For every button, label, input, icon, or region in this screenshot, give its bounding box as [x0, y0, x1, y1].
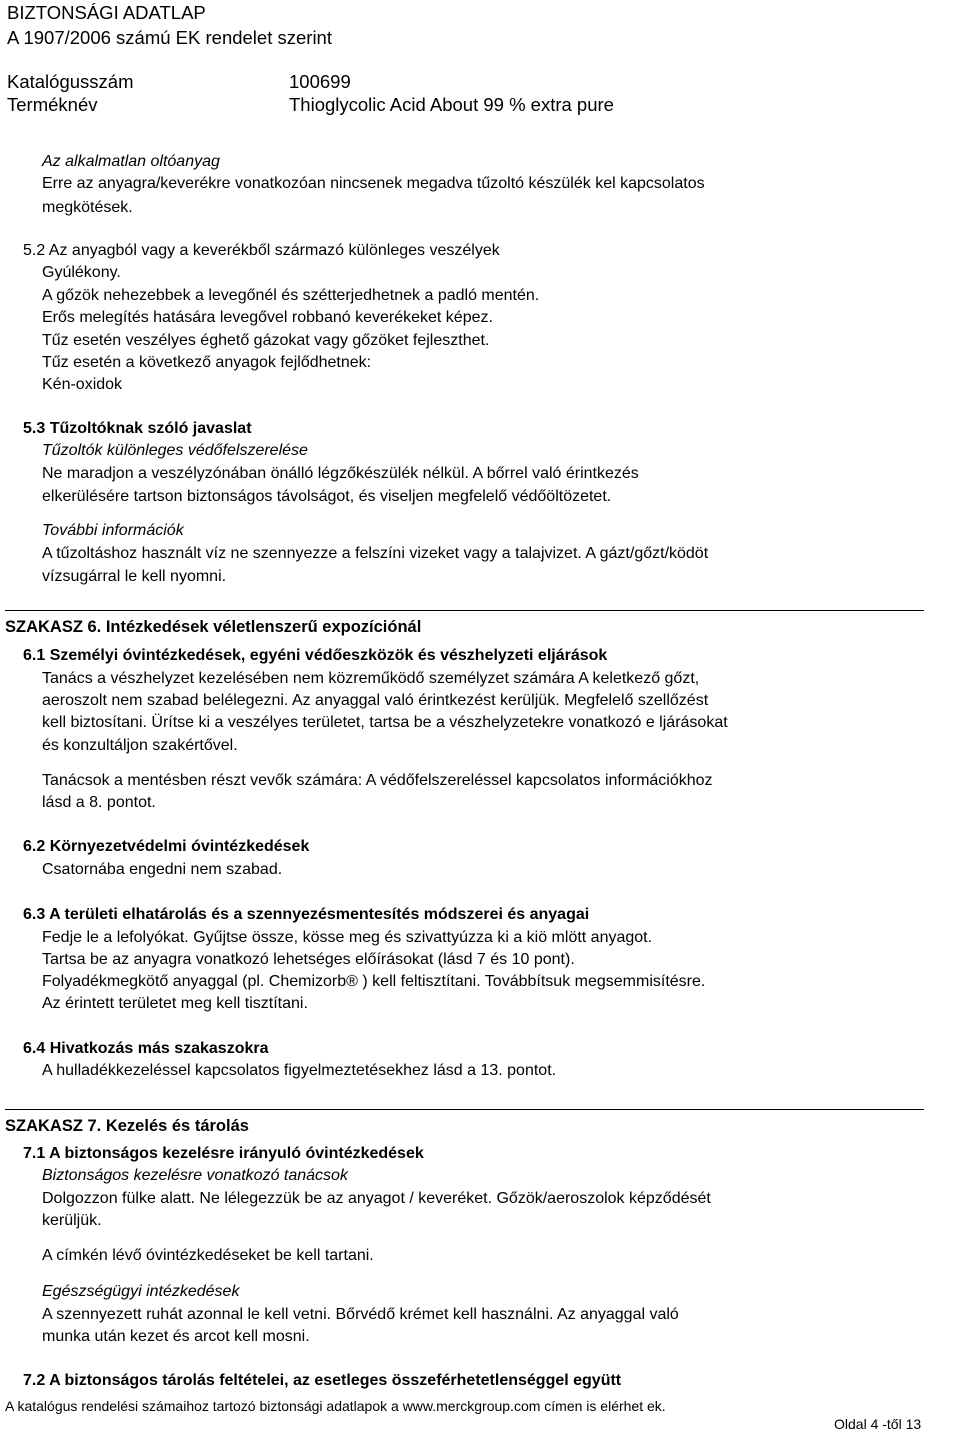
- text-line: A gőzök nehezebbek a levegőnél és szétterjedhetnek a padló mentén.: [42, 287, 540, 304]
- text-line: A címkén lévő óvintézkedéseket be kell tartani.: [42, 1247, 374, 1264]
- text-line: lásd a 8. pontot.: [42, 794, 156, 811]
- subsection-6-2-heading: 6.2 Környezetvédelmi óvintézkedések: [23, 838, 310, 855]
- subsection-6-4-heading: 6.4 Hivatkozás más szakaszokra: [23, 1040, 269, 1057]
- product-name-value: Thioglycolic Acid About 99 % extra pure: [289, 94, 614, 115]
- text-line: és konzultáljon szakértővel.: [42, 737, 238, 754]
- text-line: munka után kezet és arcot kell mosni.: [42, 1328, 310, 1345]
- text-line: A szennyezett ruhát azonnal le kell vetni. Bőrvédő krémet kell használni. Az anyaggal való: [42, 1306, 679, 1323]
- subsection-5-2-heading: 5.2 Az anyagból vagy a keverékből származó különleges veszélyek: [23, 242, 500, 259]
- text-line: Tanácsok a mentésben részt vevők számára: A védőfelszereléssel kapcsolatos információkhoz: [42, 772, 713, 789]
- firefighter-equipment-heading: Tűzoltók különleges védőfelszerelése: [42, 442, 308, 459]
- text-line: Gyúlékony.: [42, 264, 121, 281]
- text-line: kell biztosítani. Ürítse ki a veszélyes területet, tartsa be a vészhelyzetekre vonatkozó e ljárásokat: [42, 714, 728, 731]
- text-line: Kén-oxidok: [42, 376, 123, 393]
- section-7-title: SZAKASZ 7. Kezelés és tárolás: [5, 1117, 249, 1135]
- hygiene-measures-heading: Egészségügyi intézkedések: [42, 1283, 240, 1300]
- text-line: Tűz esetén veszélyes éghető gázokat vagy gőzöket fejleszthet.: [42, 332, 490, 349]
- text-line: A tűzoltáshoz használt víz ne szennyezze a felszíni vizeket vagy a talajvizet. A gázt/gőzt/ködöt: [42, 545, 709, 562]
- document-subtitle: A 1907/2006 számú EK rendelet szerint: [7, 27, 332, 48]
- text-line: megkötések.: [42, 199, 133, 216]
- subsection-5-3-heading: 5.3 Tűzoltóknak szóló javaslat: [23, 420, 252, 437]
- section-divider: [5, 1109, 924, 1110]
- text-line: Tartsa be az anyagra vonatkozó lehetséges előírásokat (lásd 7 és 10 pont).: [42, 951, 575, 968]
- subsection-6-1-heading: 6.1 Személyi óvintézkedések, egyéni védőeszközök és vészhelyzeti eljárások: [23, 647, 608, 664]
- text-line: kerüljük.: [42, 1212, 102, 1229]
- text-line: Ne maradjon a veszélyzónában önálló légzőkészülék nélkül. A bőrrel való érintkezés: [42, 465, 639, 482]
- catalog-number-label: Katalógusszám: [7, 71, 134, 92]
- text-line: Dolgozzon fülke alatt. Ne lélegezzük be az anyagot / keveréket. Gőzök/aeroszolok képződését: [42, 1190, 711, 1207]
- subsection-7-1-heading: 7.1 A biztonságos kezelésre irányuló óvintézkedések: [23, 1145, 424, 1162]
- text-line: Az érintett területet meg kell tisztítani.: [42, 995, 308, 1012]
- text-line: vízsugárral le kell nyomni.: [42, 568, 227, 585]
- section-6-title: SZAKASZ 6. Intézkedések véletlenszerű expozíciónál: [5, 618, 422, 636]
- text-line: aeroszolt nem szabad belélegezni. Az anyaggal való érintkezést kerüljük. Megfelelő szellőzést: [42, 692, 709, 709]
- page-number: Oldal 4 -től 13: [834, 1416, 922, 1432]
- footer-note: A katalógus rendelési számaihoz tartozó biztonsági adatlapok a www.merckgroup.com címen is elérhet ek.: [5, 1398, 666, 1414]
- text-line: Tűz esetén a következő anyagok fejlődhetnek:: [42, 354, 372, 371]
- subsection-7-2-heading: 7.2 A biztonságos tárolás feltételei, az esetleges összeférhetetlenséggel együtt: [23, 1372, 622, 1389]
- text-line: Folyadékmegkötő anyaggal (pl. Chemizorb® ) kell feltisztítani. Továbbítsuk megsemmisítésre.: [42, 973, 706, 990]
- section-divider: [5, 610, 924, 611]
- product-name-label: Terméknév: [7, 94, 98, 115]
- safe-handling-advice-heading: Biztonságos kezelésre vonatkozó tanácsok: [42, 1167, 348, 1184]
- text-line: A hulladékkezeléssel kapcsolatos figyelmeztetésekhez lásd a 13. pontot.: [42, 1062, 557, 1079]
- unsuitable-media-heading: Az alkalmatlan oltóanyag: [42, 153, 220, 170]
- text-line: elkerülésére tartson biztonságos távolságot, és viseljen megfelelő védőöltözetet.: [42, 488, 612, 505]
- catalog-number-value: 100699: [289, 71, 351, 92]
- subsection-6-3-heading: 6.3 A területi elhatárolás és a szennyezésmentesítés módszerei és anyagai: [23, 906, 590, 923]
- text-line: Fedje le a lefolyókat. Gyűjtse össze, kösse meg és szivattyúzza ki a kiö mlött anyagot.: [42, 929, 653, 946]
- text-line: Tanács a vészhelyzet kezelésében nem közreműködő személyzet számára A keletkező gőzt,: [42, 670, 700, 687]
- text-line: Erős melegítés hatására levegővel robbanó keverékeket képez.: [42, 309, 493, 326]
- further-info-heading: További információk: [42, 522, 184, 539]
- text-line: Csatornába engedni nem szabad.: [42, 861, 283, 878]
- document-title: BIZTONSÁGI ADATLAP: [7, 2, 206, 23]
- text-line: Erre az anyagra/keverékre vonatkozóan nincsenek megadva tűzoltó készülék kel kapcsolatos: [42, 175, 705, 192]
